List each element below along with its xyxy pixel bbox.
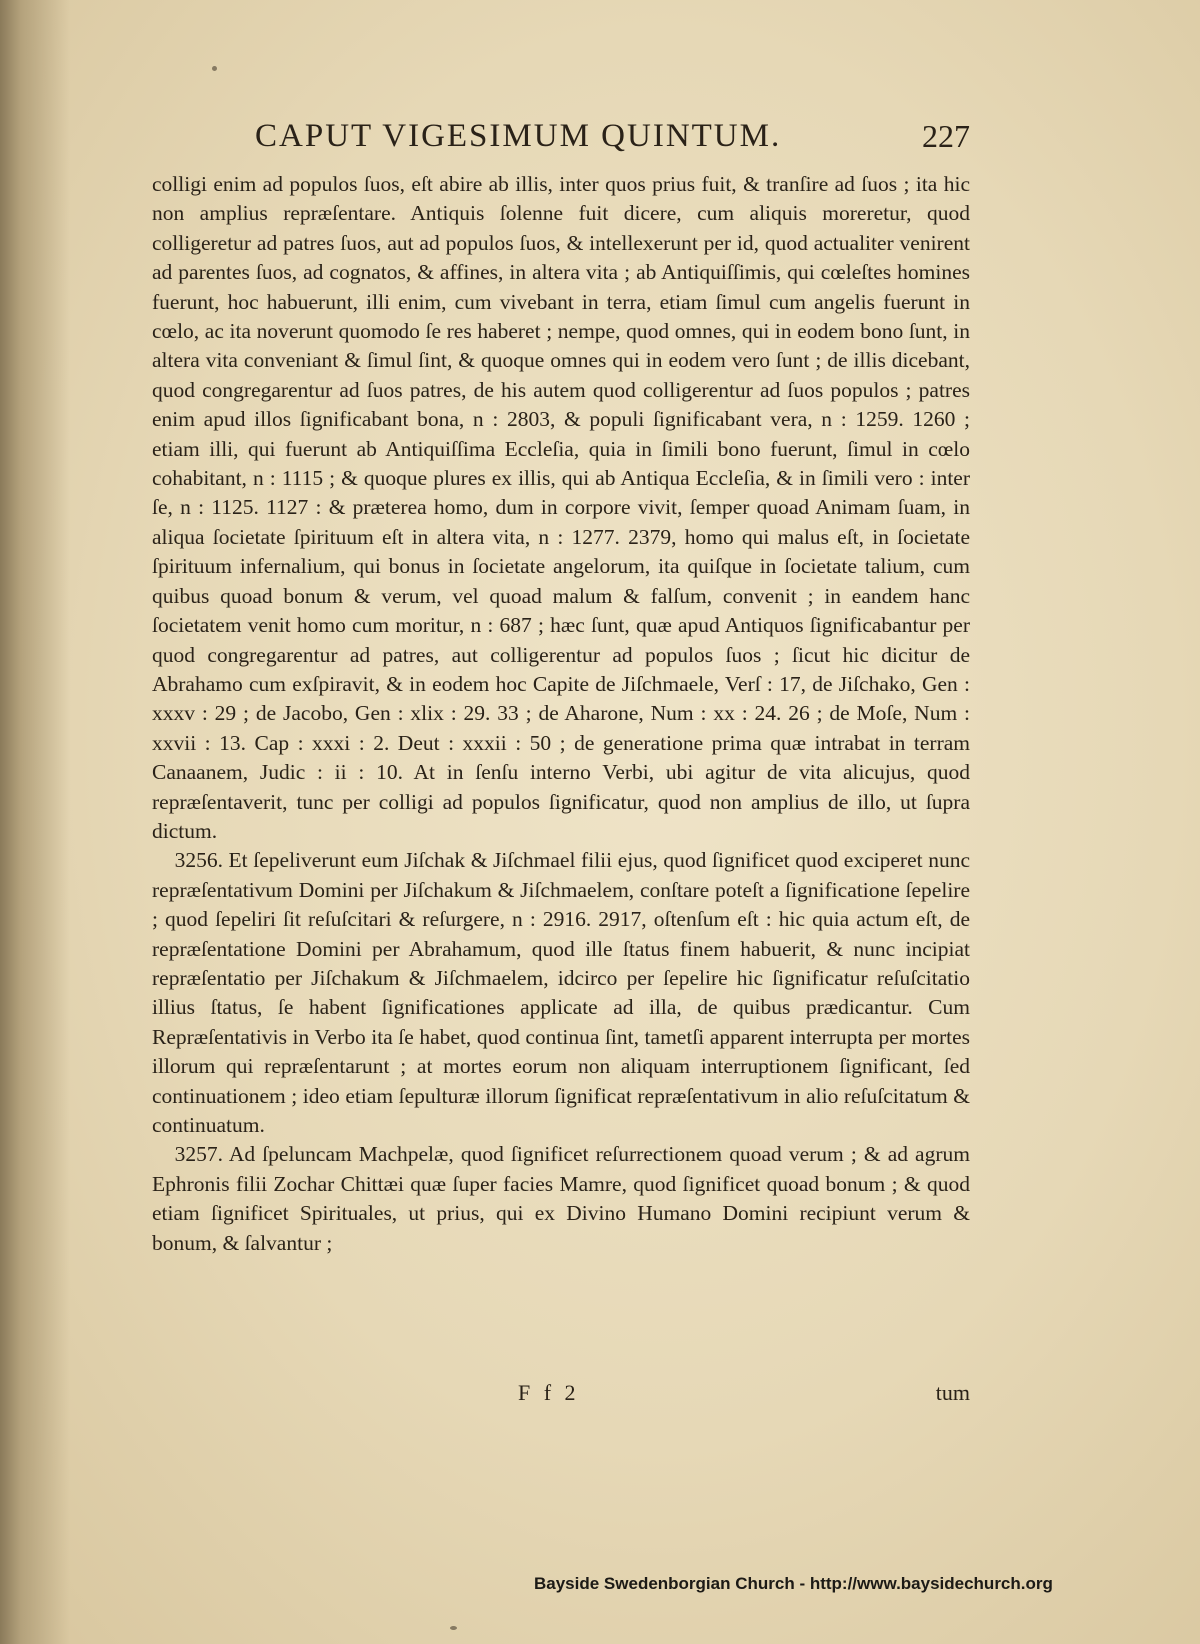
page-gutter-shadow <box>0 0 70 1644</box>
paragraph-continuation: colligi enim ad populos ſuos, eſt abire ab illis, inter quos prius fuit, & tranſire ad ſuos ; ita hic non amplius repræſentare. Antiquis ſolenne fuit dicere, cum aliquis moreretur, quod colligeretur ad patres ſuos, aut ad populos ſuos, & intellexerunt per id, quod actualiter venirent ad parentes ſuos, ad cognatos, & affines, in altera vita ; ab Antiquiſſimis, qui cœleſtes homines fuerunt, hoc habuerunt, illi enim, cum vivebant in terra, etiam ſimul cum angelis fuerunt in cœlo, ac ita noverunt quomodo ſe res haberet ; nempe, quod omnes, qui in eodem bono ſunt, in altera vita conveniant & ſimul ſint, & quoque omnes qui in eodem vero ſunt ; de illis dicebant, quod congregarentur ad ſuos patres, de his autem quod colligerentur ad ſuos populos ; patres enim apud illos ſignificabant bona, n : 2803, & populi ſignificabant vera, n : 1259. 1260 ; etiam illi, qui fuerunt ab Antiquiſſima Eccleſia, quia in ſimili bono fuerunt, ſimul in cœlo cohabitant, n : 1115 ; & quoque plures ex illis, qui ab Antiqua Eccleſia, & in ſimili vero : inter ſe, n : 1125. 1127 : & præterea homo, dum in corpore vivit, ſemper quoad Animam ſuam, in aliqua ſocietate ſpirituum eſt in altera vita, n : 1277. 2379, homo qui malus eſt, in ſocietate ſpirituum infernalium, qui bonus in ſocietate angelorum, ita quiſque in ſocietate talium, cum quibus quoad bonum & verum, vel quoad malum & falſum, convenit ; in eandem hanc ſocietatem venit homo cum moritur, n : 687 ; hæc ſunt, quæ apud Antiquos ſignificabantur per quod congregarentur ad patres, aut colligerentur ad populos ſuos ; ſicut hic dicitur de Abrahamo cum exſpiravit, & in eodem hoc Capite de Jiſchmaele, Verſ : 17, de Jiſchako, Gen : xxxv : 29 ; de Jacobo, Gen : xlix : 29. 33 ; de Aharone, Num : xx : 24. 26 ; de Moſe, Num : xxvii : 13. Cap : xxxi : 2. Deut : xxxii : 50 ; de generatione prima quæ intrabat in terram Canaanem, Judic : ii : 10. At in ſenſu interno Verbi, ubi agitur de vita alicujus, quod repræſentaverit, tunc per colligi ad populos ſignificatur, quod non amplius de illo, ut ſupra dictum. <box>152 172 970 843</box>
running-head <box>140 112 970 162</box>
page-title: CAPUT VIGESIMUM QUINTUM. <box>255 118 782 154</box>
body-text <box>152 170 970 1258</box>
source-watermark: Bayside Swedenborgian Church - http://www.baysidechurch.org <box>534 1574 1053 1593</box>
page-number: 227 <box>922 118 970 154</box>
ink-speck <box>450 1626 457 1630</box>
paragraph-3257: 3257. Ad ſpeluncam Machpelæ, quod ſignificet reſurrectionem quoad verum ; & ad agrum Ephronis filii Zochar Chittæi quæ ſuper facies Mamre, quod ſignificet quoad bonum ; & quod etiam ſignificet Spirituales, ut prius, qui ex Divino Humano Domini recipiunt verum & bonum, & ſalvantur ; <box>152 1142 970 1255</box>
catchword: tum <box>935 1380 970 1405</box>
page-footer <box>152 1380 970 1410</box>
paragraph-3256: 3256. Et ſepeliverunt eum Jiſchak & Jiſchmael filii ejus, quod ſignificet quod exciperet nunc repræſentativum Domini per Jiſchakum & Jiſchmaelem, conſtare poteſt a ſignificatione ſepelire ; quod ſepeliri ſit reſuſcitari & reſurgere, n : 2916. 2917, oſtenſum eſt : hic quia actum eſt, de repræſentatione Domini per Abrahamum, quod ille ſtatus finem habuerit, & nunc incipiat repræſentatio per Jiſchakum & Jiſchmaelem, idcirco per ſepelire hic ſignificatur reſuſcitatio illius ſtatus, ſe habent ſignificationes applicate ad illa, de quibus prædicantur. Cum Repræſentativis in Verbo ita ſe habet, quod continua ſint, tametſi apparent interrupta per mortes illorum qui repræſentarunt ; at mortes eorum non aliquam interruptionem ſignificant, ſed continuationem ; ideo etiam ſepulturæ illorum ſignificat repræſentativum in alio reſuſcitatum & continuatum. <box>152 848 970 1137</box>
ink-speck <box>212 66 217 71</box>
signature-mark: F f 2 <box>518 1380 580 1405</box>
